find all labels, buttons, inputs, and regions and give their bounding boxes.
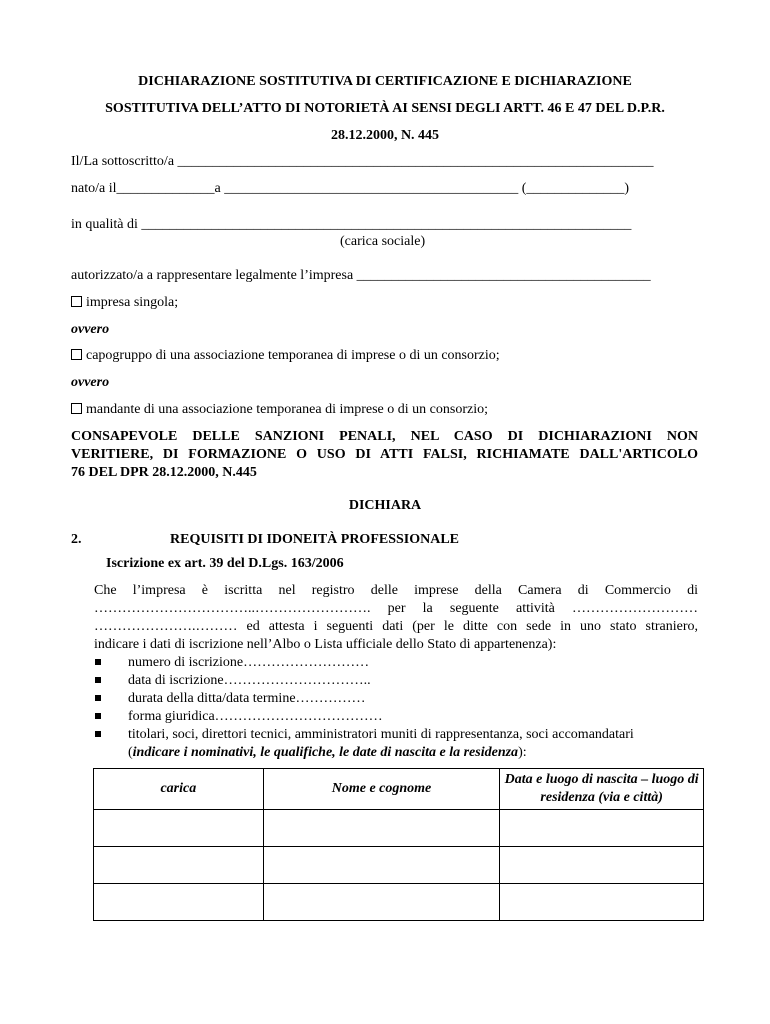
option-mandante[interactable] <box>71 402 488 418</box>
bullet-icon <box>95 659 101 665</box>
table-row <box>94 810 704 847</box>
bullet-forma-giuridica: forma giuridica……………………………… <box>128 709 383 724</box>
field-sottoscritto[interactable]: Il/La sottoscritto/a ____________________________________________________________________ <box>71 154 654 169</box>
checkbox-icon[interactable] <box>71 296 82 307</box>
title-line-1: DICHIARAZIONE SOSTITUTIVA DI CERTIFICAZIONE E DICHIARAZIONE <box>138 74 632 89</box>
table-cell[interactable] <box>500 847 704 884</box>
table-cell[interactable] <box>263 810 500 847</box>
header-data-luogo: Data e luogo di nascita – luogo di residenza (via e città) <box>500 769 704 810</box>
option-impresa-singola[interactable] <box>71 295 178 311</box>
bullet-note <box>128 745 527 761</box>
paragraph-line-1: Che l’impresa è iscritta nel registro delle imprese della Camera di Commercio di <box>94 583 698 598</box>
field-nascita[interactable]: nato/a il______________a __________________________________________ (______________) <box>71 181 630 196</box>
bullet-icon <box>95 713 101 719</box>
bullet-icon <box>95 677 101 683</box>
table-cell[interactable] <box>500 810 704 847</box>
officers-table <box>93 768 704 921</box>
carica-sociale-caption: (carica sociale) <box>340 234 426 249</box>
section-title: REQUISITI DI IDONEITÀ PROFESSIONALE <box>170 532 460 547</box>
ovvero-label: ovvero <box>71 375 110 390</box>
table-cell[interactable] <box>500 884 704 921</box>
option-label: impresa singola; <box>86 295 179 310</box>
ovvero-label: ovvero <box>71 322 110 337</box>
dichiara-heading: DICHIARA <box>348 498 422 513</box>
header-carica: carica <box>94 769 264 810</box>
bullet-icon <box>95 695 101 701</box>
field-autorizzato[interactable]: autorizzato/a a rappresentare legalmente l’impresa __________________________________________ <box>71 268 651 283</box>
field-qualita[interactable]: in qualità di ______________________________________________________________________ <box>71 217 632 232</box>
paragraph-line-3: ………………….……… ed attesta i seguenti dati (per le ditte con sede in uno stato straniero, <box>94 619 698 634</box>
table-cell[interactable] <box>94 810 264 847</box>
table-header-row <box>94 769 704 810</box>
consapevole-line-2: VERITIERE, DI FORMAZIONE O USO DI ATTI FALSI, RICHIAMATE DALL'ARTICOLO <box>71 447 698 462</box>
bullet-icon <box>95 731 101 737</box>
option-label: mandante di una associazione temporanea di imprese o di un consorzio; <box>86 402 488 417</box>
table-cell[interactable] <box>94 847 264 884</box>
table-cell[interactable] <box>94 884 264 921</box>
bullet-numero-iscrizione: numero di iscrizione……………………… <box>128 655 370 670</box>
bullet-durata: durata della ditta/data termine…………… <box>128 691 366 706</box>
checkbox-icon[interactable] <box>71 403 82 414</box>
bullet-titolari: titolari, soci, direttori tecnici, amministratori muniti di rappresentanza, soci accomandatari <box>128 727 634 742</box>
table-cell[interactable] <box>263 847 500 884</box>
note-close: ): <box>518 745 527 760</box>
table-cell[interactable] <box>263 884 500 921</box>
option-capogruppo[interactable] <box>71 348 500 364</box>
option-label: capogruppo di una associazione temporanea di imprese o di un consorzio; <box>86 348 500 363</box>
header-nome-cognome: Nome e cognome <box>263 769 500 810</box>
consapevole-line-1: CONSAPEVOLE DELLE SANZIONI PENALI, NEL CASO DI DICHIARAZIONI NON <box>71 429 698 444</box>
section-number: 2. <box>71 532 82 547</box>
bullet-data-iscrizione: data di iscrizione………………………….. <box>128 673 371 688</box>
title-line-2: SOSTITUTIVA DELL’ATTO DI NOTORIETÀ AI SENSI DEGLI ARTT. 46 E 47 DEL D.P.R. <box>105 101 665 116</box>
paragraph-line-2: ……………………………..……………………. per la seguente attività ……………………… <box>94 601 698 616</box>
table-row <box>94 847 704 884</box>
note-open: ( <box>128 745 133 760</box>
consapevole-line-3: 76 DEL DPR 28.12.2000, N.445 <box>71 465 257 480</box>
title-line-3: 28.12.2000, N. 445 <box>330 128 440 143</box>
checkbox-icon[interactable] <box>71 349 82 360</box>
note-italic: indicare i nominativi, le qualifiche, le date di nascita e la residenza <box>132 745 519 760</box>
paragraph-line-4: indicare i dati di iscrizione nell’Albo o Lista ufficiale dello Stato di appartenenza): <box>94 637 557 652</box>
table-row <box>94 884 704 921</box>
section-subtitle: Iscrizione ex art. 39 del D.Lgs. 163/2006 <box>106 556 344 571</box>
